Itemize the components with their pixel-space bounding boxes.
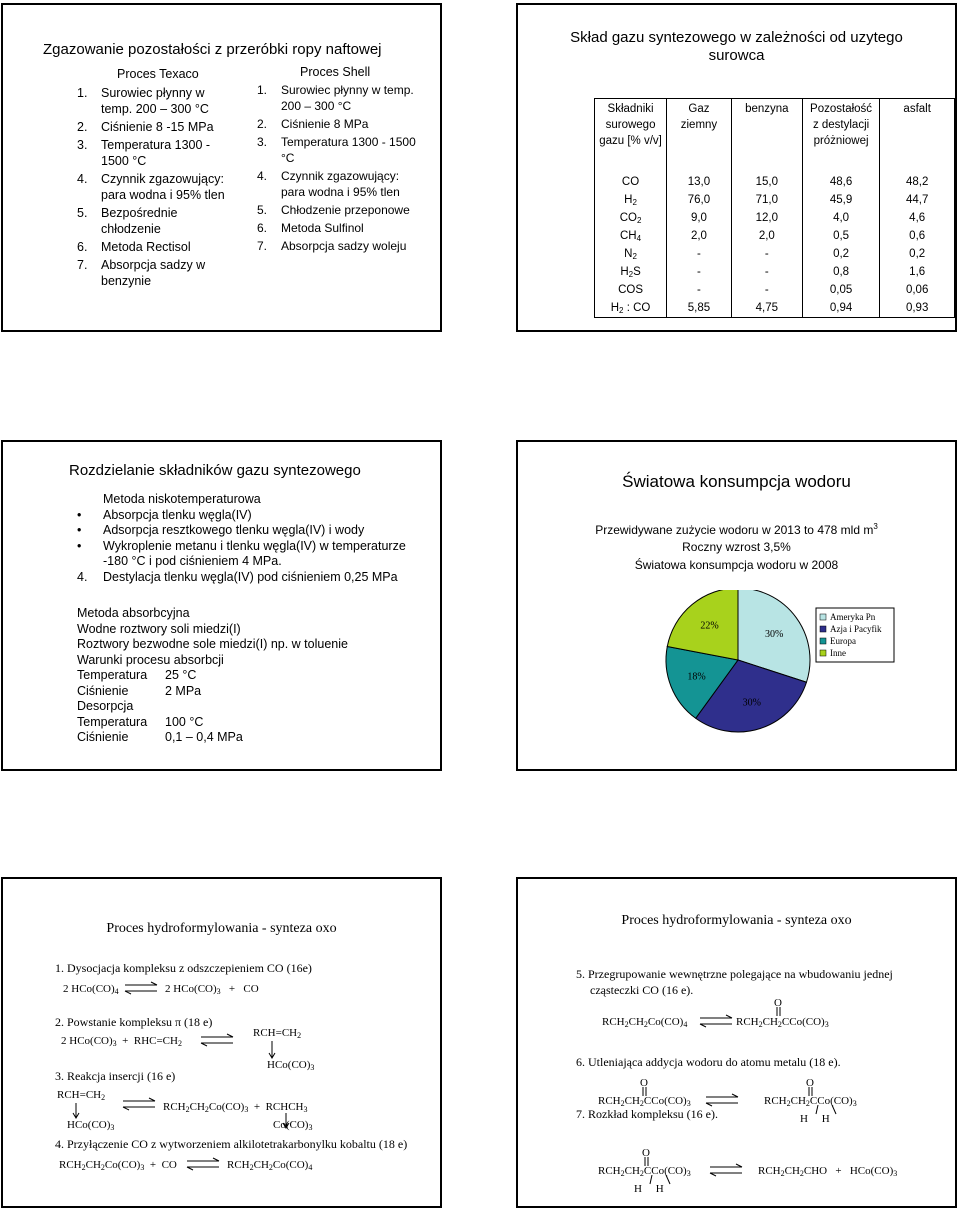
item-text: Temperatura 1300 - 1500 °C xyxy=(101,138,211,168)
component-cell xyxy=(595,191,667,209)
condition-value: 2 MPa xyxy=(165,683,202,698)
slide-title: Rozdzielanie składników gazu syntezowego xyxy=(69,462,361,479)
value-cell: 15,0 xyxy=(731,173,802,191)
component-suffix: S xyxy=(633,265,641,278)
item-text: Czynnik zgazowujący: para wodna i 95% tlen xyxy=(281,169,400,199)
item-text: Temperatura 1300 - 1500 °C xyxy=(281,135,416,165)
condition-key: Ciśnienie xyxy=(77,683,129,698)
item-text: Absorpcja sadzy w benzynie xyxy=(101,258,206,288)
list-item xyxy=(257,82,417,114)
pie-data-label: 30% xyxy=(764,628,784,640)
insertion-co3: $Co(CO)_3$ xyxy=(273,1119,313,1132)
slide-title: Skład gazu syntezowego w zależności od uzytego surowca xyxy=(570,29,903,64)
value-cell: - xyxy=(731,281,802,299)
down-arrow-icon xyxy=(71,1103,81,1119)
condition-row xyxy=(77,730,417,746)
component-subscript: 4 xyxy=(636,233,642,243)
list-item xyxy=(77,239,237,255)
method-line: Metoda absorbcyjna xyxy=(77,606,190,620)
component-cell xyxy=(595,245,667,263)
condition-value: 0,1 – 0,4 MPa xyxy=(165,730,243,744)
condition-key: Temperatura xyxy=(77,668,148,682)
component-cell xyxy=(595,227,667,245)
table-row xyxy=(595,281,955,299)
texaco-list xyxy=(77,85,237,291)
composition-table xyxy=(594,98,955,318)
slide-oxo-part1 xyxy=(1,877,442,1208)
item-number: 5. xyxy=(257,203,268,217)
shell-heading: Proces Shell xyxy=(300,65,371,79)
list-item xyxy=(257,116,417,132)
component-symbol: H xyxy=(610,301,620,314)
component-suffix: : CO xyxy=(623,301,651,314)
value-cell: 9,0 xyxy=(667,209,732,227)
item-number: 2. xyxy=(77,120,88,134)
value-cell: 0,06 xyxy=(880,281,955,299)
component-cell xyxy=(595,281,667,299)
item-number: 5. xyxy=(77,206,88,220)
shell-list xyxy=(257,82,417,256)
equilibrium-arrow-icon xyxy=(704,1093,740,1107)
item-text: Surowiec płynny w temp. 200 – 300 °C xyxy=(281,83,414,113)
item-text: Absorpcja sadzy woleju xyxy=(281,239,407,253)
value-cell: 4,75 xyxy=(731,299,802,318)
condition-row xyxy=(77,684,417,700)
item-number: 2. xyxy=(257,117,268,131)
header-cell: Gaz ziemny xyxy=(667,99,732,174)
condition-row xyxy=(77,668,417,684)
slide-gasification xyxy=(1,3,442,332)
value-cell: 0,94 xyxy=(802,299,880,318)
item-number: 7. xyxy=(257,239,268,253)
reactant-hco3-alkene: 2 $HCo(CO)_3 + RHC=CH_2$ xyxy=(61,1035,182,1048)
texaco-heading: Proces Texaco xyxy=(117,67,199,81)
value-cell: 0,93 xyxy=(880,299,955,318)
component-cell xyxy=(595,263,667,281)
line-text: Adsorpcja resztkowego tlenku węgla(IV) i wody xyxy=(103,523,365,537)
slide-title: Światowa konsumpcja wodoru xyxy=(622,472,851,491)
slide-title: Zgazowanie pozostałości z przeróbki ropy naftowej xyxy=(43,41,382,58)
list-item xyxy=(257,168,417,200)
pie-data-label: 30% xyxy=(742,697,761,709)
hydride-h-pair: H H xyxy=(800,1113,830,1125)
component-subscript: 2 xyxy=(619,305,624,315)
table-row xyxy=(595,173,955,191)
component-cell xyxy=(595,209,667,227)
item-text: Metoda Rectisol xyxy=(101,240,191,254)
carbonyl-o: O xyxy=(774,997,782,1009)
item-number: 3. xyxy=(77,138,88,152)
step-1: 1. Dysocjacja kompleksu z odszczepieniem CO (16e) xyxy=(55,961,312,975)
header-cell: Pozostałość z destylacji próżniowej xyxy=(802,99,880,174)
alkyl-cobalt-reactant: $RCH_2CH_2Co(CO)_3$ + CO xyxy=(59,1159,177,1172)
item-number: 1. xyxy=(257,83,268,97)
list-item xyxy=(77,171,237,203)
legend-label: Ameryka Pn xyxy=(830,612,876,622)
value-cell: 0,6 xyxy=(880,227,955,245)
line-marker xyxy=(77,492,103,508)
component-cell xyxy=(595,299,667,318)
component-symbol: CO xyxy=(619,211,637,224)
component-symbol: CH xyxy=(620,229,637,242)
method-line xyxy=(77,492,417,508)
step-6: 6. Utleniająca addycja wodoru do atomu metalu (18 e). xyxy=(576,1055,841,1069)
condition-value: 25 °C xyxy=(165,668,197,682)
list-item xyxy=(77,205,237,237)
legend-swatch xyxy=(820,638,826,644)
equilibrium-arrow-icon xyxy=(199,1033,235,1047)
line-marker: • xyxy=(77,538,82,553)
absorption-method xyxy=(77,606,417,746)
value-cell: 0,05 xyxy=(802,281,880,299)
growth-line: Roczny wzrost 3,5% xyxy=(682,540,791,554)
method-line: Wodne roztwory soli miedzi(I) xyxy=(77,621,241,636)
value-cell: 4,0 xyxy=(802,209,880,227)
value-cell: 5,85 xyxy=(667,299,732,318)
list-item xyxy=(77,137,237,169)
item-number: 3. xyxy=(257,135,268,149)
step5-product: $RCH_2CH_2CCo(CO)_3$ xyxy=(736,1016,829,1029)
method-line xyxy=(77,523,417,539)
value-cell: 48,2 xyxy=(880,173,955,191)
slide-hydrogen-consumption xyxy=(516,440,957,771)
item-number: 7. xyxy=(77,258,88,272)
line-marker: • xyxy=(77,523,82,537)
header-cell: benzyna xyxy=(731,99,802,174)
table-row xyxy=(595,245,955,263)
list-item xyxy=(257,202,417,218)
condition-key: Temperatura xyxy=(77,714,148,729)
method-line xyxy=(77,554,417,570)
value-cell: 12,0 xyxy=(731,209,802,227)
decomp-h-pair: H H xyxy=(634,1183,664,1195)
value-cell: - xyxy=(667,245,732,263)
step-3: 3. Reakcja insercji (16 e) xyxy=(55,1069,176,1083)
value-cell: 1,6 xyxy=(880,263,955,281)
legend-swatch xyxy=(820,614,826,620)
insertion-alkene: $RCH=CH_2$ xyxy=(57,1089,106,1102)
forecast-line xyxy=(518,522,955,537)
component-symbol: H xyxy=(624,193,633,206)
value-cell: 4,6 xyxy=(880,209,955,227)
method-line: Warunki procesu absorbcji xyxy=(77,652,224,667)
pi-complex-alkene: $RCH=CH_2$ xyxy=(253,1027,302,1040)
value-cell: 0,8 xyxy=(802,263,880,281)
table-row xyxy=(595,299,955,318)
method-line: Roztwory bezwodne sole miedzi(I) np. w toluenie xyxy=(77,637,348,651)
component-cell xyxy=(595,173,667,191)
step6-product: $RCH_2CH_2CCo(CO)_3$ xyxy=(764,1095,857,1108)
legend-label: Azja i Pacyfik xyxy=(830,624,882,634)
lowtemp-method xyxy=(77,492,417,585)
line-marker xyxy=(77,554,103,570)
list-item xyxy=(77,85,237,117)
acyl-o: O xyxy=(640,1077,648,1089)
condition-row xyxy=(77,715,417,731)
item-number: 6. xyxy=(257,221,268,235)
insertion-cobalt: $HCo(CO)_3$ xyxy=(67,1119,115,1132)
line-text: Destylacja tlenku węgla(IV) pod ciśnieniem 0,25 MPa xyxy=(103,569,398,584)
list-item xyxy=(257,134,417,166)
slide-title: Proces hydroformylowania - synteza oxo xyxy=(621,913,852,928)
equilibrium-arrow-icon xyxy=(123,981,159,995)
hydride-o: O xyxy=(806,1077,814,1089)
pie-chart xyxy=(518,590,959,740)
component-subscript: 2 xyxy=(632,251,637,261)
line-text: Absorpcja tlenku węgla(IV) xyxy=(103,507,252,522)
desorption-label: Desorpcja xyxy=(77,699,134,713)
slide-syngas-composition xyxy=(516,3,957,332)
table-row xyxy=(595,227,955,245)
slide-gas-separation xyxy=(1,440,442,771)
value-cell: 48,6 xyxy=(802,173,880,191)
line-marker: • xyxy=(77,507,82,522)
insertion-products: $RCH_2CH_2Co(CO)_3$ + $RCHCH_3$ xyxy=(163,1101,308,1114)
table-header-row xyxy=(595,99,955,174)
item-number: 1. xyxy=(77,86,88,100)
table-row xyxy=(595,263,955,281)
equilibrium-arrow-icon xyxy=(121,1097,157,1111)
forecast-text: Przewidywane zużycie wodoru w 2013 to 478 mld m xyxy=(595,523,874,537)
pie-data-label: 22% xyxy=(700,620,719,632)
line-marker: 4. xyxy=(77,569,88,584)
value-cell: 2,0 xyxy=(731,227,802,245)
slide-title: Proces hydroformylowania - synteza oxo xyxy=(106,921,337,936)
step-4: 4. Przyłączenie CO z wytworzeniem alkilotetrakarbonylku kobaltu (18 e) xyxy=(55,1137,408,1151)
header-cell: asfalt xyxy=(880,99,955,174)
value-cell: 71,0 xyxy=(731,191,802,209)
component-subscript: 2 xyxy=(636,215,642,225)
reactant-hco4: 2 $HCo(CO)_4$ xyxy=(63,983,119,996)
value-cell: - xyxy=(667,281,732,299)
value-cell: 45,9 xyxy=(802,191,880,209)
equilibrium-arrow-icon xyxy=(185,1157,221,1171)
value-cell: 0,2 xyxy=(802,245,880,263)
value-cell: 44,7 xyxy=(880,191,955,209)
item-number: 4. xyxy=(77,172,88,186)
list-item xyxy=(77,119,237,135)
forecast-sup: 3 xyxy=(873,522,878,531)
step-2: 2. Powstanie kompleksu π (18 e) xyxy=(55,1015,213,1029)
item-number: 4. xyxy=(257,169,268,183)
item-text: Metoda Sulfinol xyxy=(281,221,364,235)
component-symbol: CO xyxy=(621,175,640,188)
decomp-o: O xyxy=(642,1147,650,1159)
condition-value: 100 °C xyxy=(165,714,204,729)
value-cell: 13,0 xyxy=(667,173,732,191)
value-cell: - xyxy=(667,263,732,281)
table-row xyxy=(595,191,955,209)
item-text: Czynnik zgazowujący: para wodna i 95% tlen xyxy=(101,172,225,202)
value-cell: - xyxy=(731,245,802,263)
value-cell: - xyxy=(731,263,802,281)
chart-caption: Światowa konsumpcja wodoru w 2008 xyxy=(634,558,839,572)
legend-label: Europa xyxy=(830,636,856,646)
legend-swatch xyxy=(820,626,826,632)
slide-oxo-part2 xyxy=(516,877,957,1208)
step5-reactant: $RCH_2CH_2Co(CO)_4$ xyxy=(602,1016,688,1029)
product-hco3: 2 $HCo(CO)_3$ + CO xyxy=(165,983,259,996)
component-symbol: N xyxy=(624,247,633,260)
component-subscript: 2 xyxy=(632,197,637,207)
item-text: Ciśnienie 8 MPa xyxy=(281,117,369,131)
table-row xyxy=(595,209,955,227)
item-text: Surowiec płynny w temp. 200 – 300 °C xyxy=(101,86,209,116)
legend-swatch xyxy=(820,650,826,656)
step-7: 7. Rozkład kompleksu (16 e). xyxy=(576,1107,718,1121)
item-text: Bezpośrednie chłodzenie xyxy=(101,206,178,236)
component-subscript: 2 xyxy=(628,269,634,279)
down-arrow-icon xyxy=(267,1041,277,1059)
line-text: Wykroplenie metanu i tlenku węgla(IV) w temperaturze xyxy=(103,538,406,553)
pi-complex-cobalt: $HCo(CO)_3$ xyxy=(267,1059,315,1072)
step-5: 5. Przegrupowanie wewnętrzne polegające na wbudowaniu jednej xyxy=(576,967,893,981)
list-item xyxy=(257,238,417,254)
step6-reactant: $RCH_2CH_2CCo(CO)_3$ xyxy=(598,1095,691,1108)
step7-reactant: $RCH_2CH_2CCo(CO)_3$ xyxy=(598,1165,691,1178)
value-cell: 0,5 xyxy=(802,227,880,245)
equilibrium-arrow-icon xyxy=(698,1014,734,1028)
condition-key: Ciśnienie xyxy=(77,730,129,744)
method-line xyxy=(77,570,417,586)
component-symbol: H xyxy=(620,265,629,278)
line-text: -180 °C i pod ciśnieniem 4 MPa. xyxy=(103,554,282,568)
equilibrium-arrow-icon xyxy=(708,1163,744,1177)
component-symbol: COS xyxy=(618,283,643,296)
method-line xyxy=(77,539,417,555)
alkyl-tetracarbonyl: $RCH_2CH_2Co(CO)_4$ xyxy=(227,1159,313,1172)
header-cell: Składniki surowego gazu [% v/v] xyxy=(595,99,667,174)
item-text: Chłodzenie przeponowe xyxy=(281,203,410,217)
method-line xyxy=(77,508,417,524)
value-cell: 0,2 xyxy=(880,245,955,263)
value-cell: 2,0 xyxy=(667,227,732,245)
step7-products: $RCH_2CH_2CHO + HCo(CO)_3$ xyxy=(758,1165,898,1178)
list-item xyxy=(77,257,237,289)
item-text: Ciśnienie 8 -15 MPa xyxy=(101,120,214,134)
line-text: Metoda niskotemperaturowa xyxy=(103,492,261,506)
list-item xyxy=(257,220,417,236)
value-cell: 76,0 xyxy=(667,191,732,209)
item-number: 6. xyxy=(77,240,88,254)
legend-label: Inne xyxy=(830,648,846,658)
pie-data-label: 18% xyxy=(687,671,706,683)
step-5-cont: cząsteczki CO (16 e). xyxy=(590,983,694,997)
